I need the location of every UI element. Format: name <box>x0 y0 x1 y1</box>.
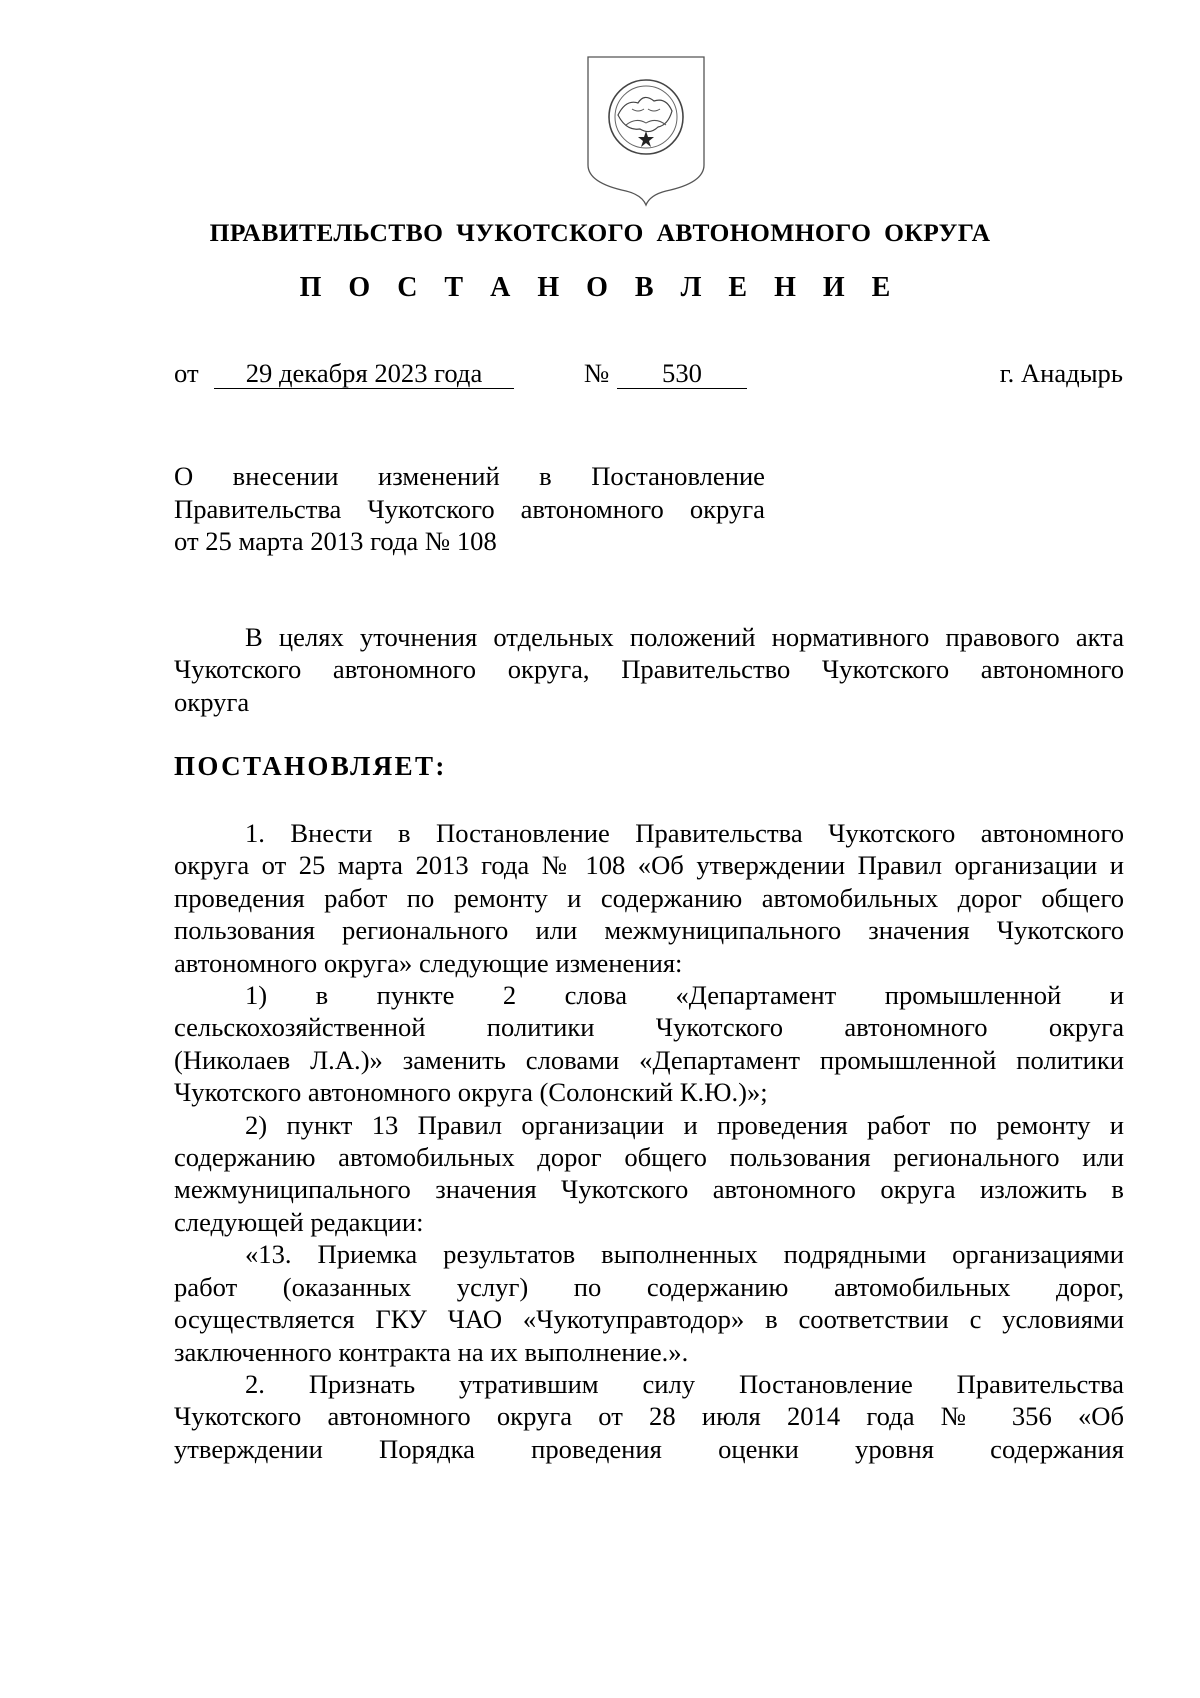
document-body <box>174 817 1124 1465</box>
preamble-line: округа <box>174 686 250 717</box>
body-line: автономного округа» следующие изменения: <box>174 947 683 978</box>
subject-line: от 25 марта 2013 года № 108 <box>174 526 497 556</box>
document-city: г. Анадырь <box>999 358 1123 388</box>
document-number: 530 <box>617 358 747 389</box>
body-line: Чукотского автономного округа от 28 июля 2014 года № 356 «Об <box>174 1401 1124 1432</box>
body-line: утверждении Порядка проведения оценки уровня содержания <box>174 1433 1124 1464</box>
body-line: проведения работ по ремонту и содержанию автомобильных дорог общего <box>174 882 1124 913</box>
document-type-title: П О С Т А Н О В Л Е Н И Е <box>299 272 901 303</box>
resolves-heading: ПОСТАНОВЛЯЕТ: <box>174 751 447 781</box>
body-line: следующей редакции: <box>174 1206 424 1237</box>
body-line: осуществляется ГКУ ЧАО «Чукотуправтодор» в соответствии с условиями <box>174 1304 1124 1335</box>
body-line: Чукотского автономного округа (Солонский К.Ю.)»; <box>174 1077 768 1108</box>
body-line: округа от 25 марта 2013 года № 108 «Об утверждении Правил организации и <box>174 850 1124 881</box>
body-line: работ (оказанных услуг) по содержанию автомобильных дорог, <box>174 1271 1124 1302</box>
preamble-line: В целях уточнения отдельных положений нормативного правового акта <box>245 622 1124 652</box>
body-line: 1. Внести в Постановление Правительства Чукотского автономного <box>245 818 1124 848</box>
body-line: 1) в пункте 2 слова «Департамент промышленной и <box>245 980 1124 1011</box>
organization-name: ПРАВИТЕЛЬСТВО ЧУКОТСКОГО АВТОНОМНОГО ОКРУГА <box>209 218 991 247</box>
body-line: пользования регионального или межмуниципального значения Чукотского <box>174 915 1124 946</box>
preamble-line: Чукотского автономного округа, Правительство Чукотского автономного <box>174 654 1124 685</box>
body-line: 2. Признать утратившим силу Постановление Правительства <box>245 1368 1124 1399</box>
date-prefix: от <box>174 358 199 388</box>
subject-line: Правительства Чукотского автономного округа <box>174 493 765 524</box>
body-line: межмуниципального значения Чукотского автономного округа изложить в <box>174 1174 1124 1205</box>
subject-line: О внесении изменений в Постановление <box>174 461 765 491</box>
body-line: содержанию автомобильных дорог общего пользования регионального или <box>174 1142 1124 1173</box>
body-line: (Николаев Л.А.)» заменить словами «Департамент промышленной политики <box>174 1044 1124 1075</box>
body-line: «13. Приемка результатов выполненных подрядными организациями <box>245 1239 1124 1270</box>
number-prefix: № <box>584 358 610 388</box>
body-line: заключенного контракта на их выполнение.». <box>174 1336 689 1367</box>
body-line: сельскохозяйственной политики Чукотского автономного округа <box>174 1012 1124 1043</box>
document-subject <box>174 460 765 558</box>
document-date: 29 декабря 2023 года <box>214 358 514 389</box>
preamble <box>174 621 1124 718</box>
coat-of-arms-emblem <box>586 55 706 207</box>
body-line: 2) пункт 13 Правил организации и проведения работ по ремонту и <box>245 1109 1124 1140</box>
